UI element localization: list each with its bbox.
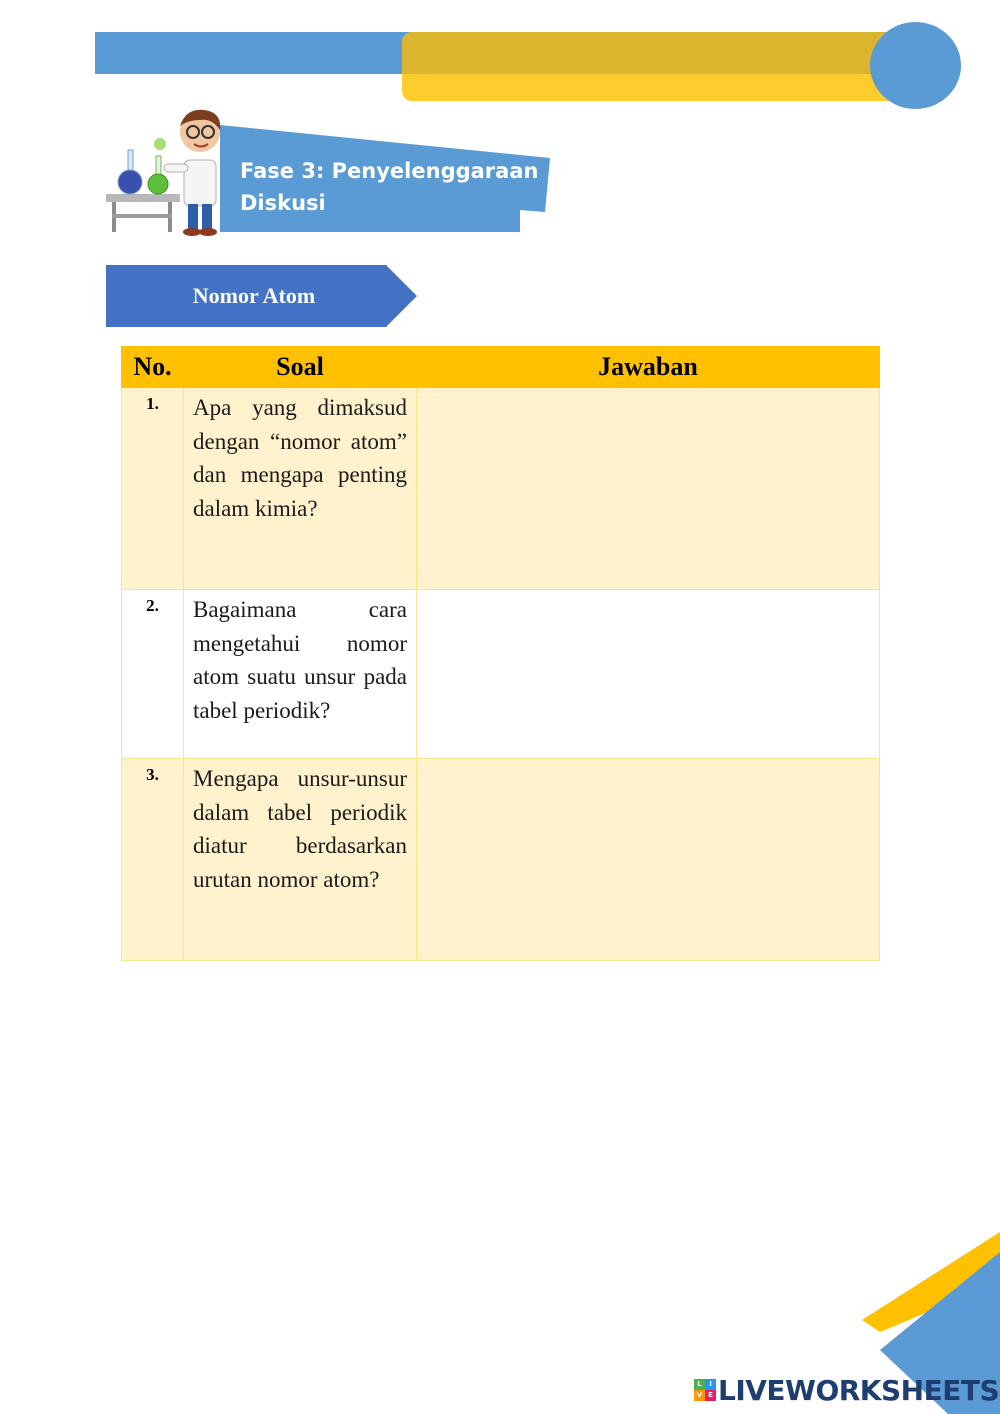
logo-text: LIVEWORKSHEETS <box>718 1373 1000 1407</box>
scientist-illustration <box>104 106 244 238</box>
header-jawaban: Jawaban <box>417 347 880 388</box>
liveworksheets-logo <box>694 1372 999 1408</box>
table-row <box>122 590 880 759</box>
table-row <box>122 388 880 590</box>
row-number: 3. <box>122 759 184 961</box>
table-header-row <box>122 347 880 388</box>
row-number: 1. <box>122 388 184 590</box>
header-no: No. <box>122 347 184 388</box>
header-soal: Soal <box>184 347 417 388</box>
liveworksheets-logo-icon: L I V E <box>694 1379 716 1401</box>
answer-cell[interactable] <box>417 388 880 590</box>
question-text <box>184 759 417 961</box>
question-text-content: Apa yang dimaksud dengan “nomor atom” dan mengapa penting dalam kimia? <box>193 395 407 521</box>
section-label: Nomor Atom <box>192 283 316 308</box>
table-row <box>122 759 880 961</box>
answer-cell[interactable] <box>417 590 880 759</box>
answer-cell[interactable] <box>417 759 880 961</box>
top-banner-circle <box>870 22 961 109</box>
phase-title: Fase 3: Penyelenggaraan Diskusi <box>240 159 539 215</box>
question-text-content: Bagaimana cara mengetahui nomor atom suatu unsur pada tabel periodik? <box>193 597 407 723</box>
question-text <box>184 590 417 759</box>
question-text-content: Mengapa unsur-unsur dalam tabel periodik diatur berdasarkan urutan nomor atom? <box>193 766 407 892</box>
question-table <box>121 346 880 961</box>
row-number: 2. <box>122 590 184 759</box>
top-banner-yellow-shade <box>402 32 902 74</box>
question-text <box>184 388 417 590</box>
